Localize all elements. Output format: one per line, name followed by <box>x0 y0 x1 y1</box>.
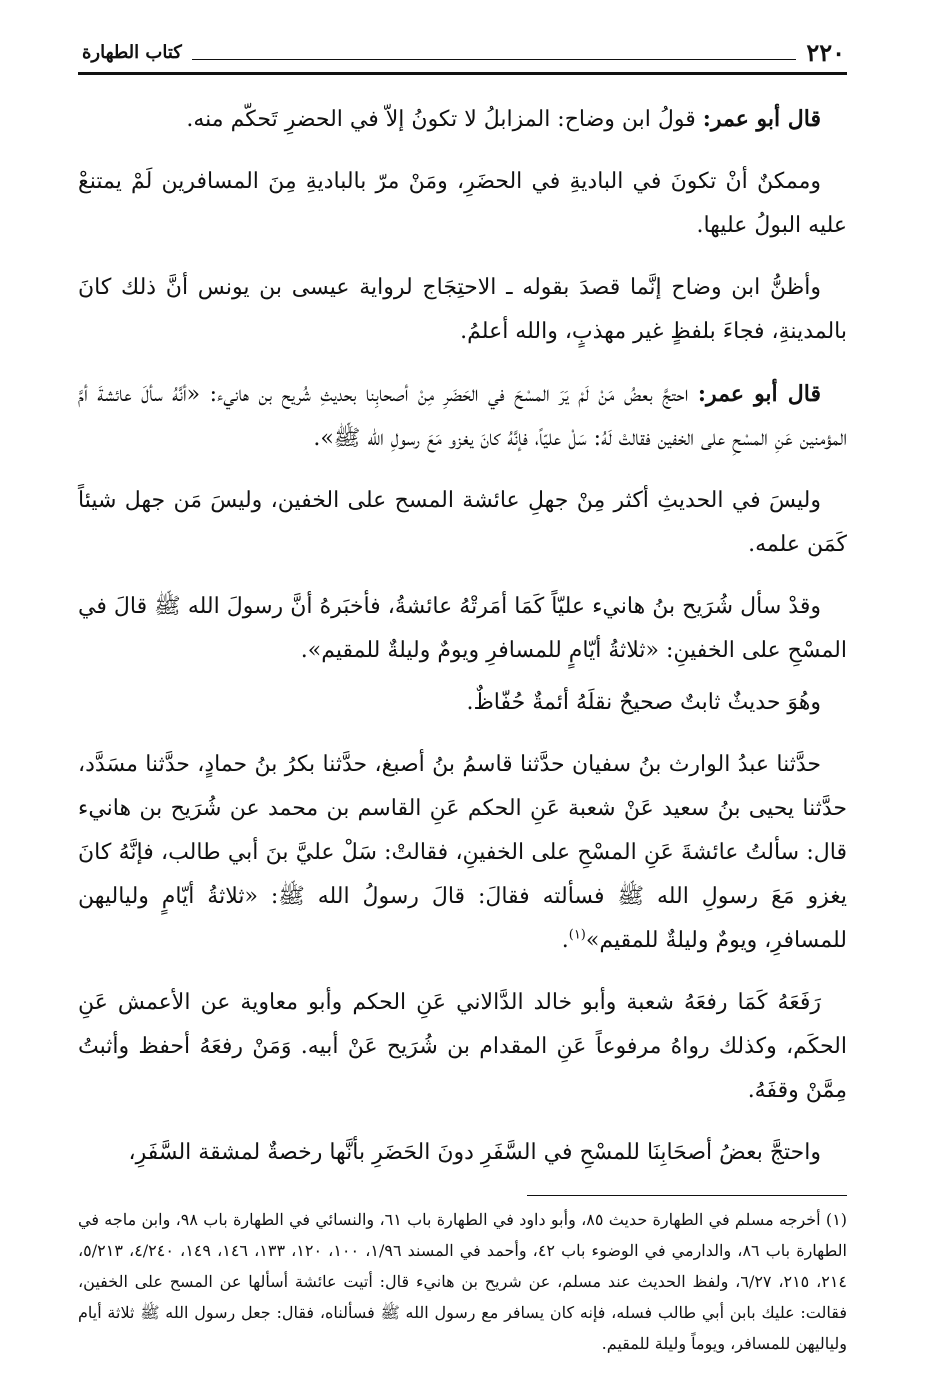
page-body <box>78 97 847 1175</box>
paragraph <box>78 981 847 1113</box>
page-header <box>78 38 847 75</box>
paragraph <box>78 585 847 673</box>
paragraph-text: قولُ ابن وضاح: المزابلُ لا تكونُ إلاّ في الحضرِ تَحكّم منه. <box>186 107 703 132</box>
paragraph-text: حدَّثنا عبدُ الوارث بنُ سفيان حدَّثنا قاسمُ بنُ أصبغ، حدَّثنا بكرُ بنُ حمادٍ، حدَّثنا مسَدَّد، حدَّثنا يحيى بنُ سعيد عَنْ شعبة عَنِ الحكم عَنِ القاسم بن محمد عن شُرَيح بن هانيء قال: سألتُ عائشةَ عَنِ المسْحِ على الخفينِ، فقالتْ: سَلْ عليَّ بنَ أبي طالب، فإنَّهُ كانَ يغزو مَعَ رسولِ الله ﷺ فسألته فقالَ: قالَ رسولُ الله ﷺ: «ثلاثةُ أيّامٍ ولياليهن للمسافرِ، ويومٌ وليلةٌ للمقيم» <box>78 752 847 953</box>
footnote-ref: (١) <box>568 927 586 943</box>
book-title: كتاب الطهارة <box>82 42 182 63</box>
page-number: ٢٢٠ <box>806 38 845 67</box>
paragraph <box>78 681 847 725</box>
paragraph <box>78 479 847 567</box>
speaker-label: قال أبو عمر: <box>697 381 821 407</box>
footnotes <box>78 1195 847 1359</box>
paragraph-text: وأظنُّ ابن وضاح إنَّما قصدَ بقوله ـ الاحتِجَاج لرواية عيسى بن يونس أنَّ ذلك كانَ بالمدينةِ، فجاءَ بلفظٍ غير مهذبٍ، والله أعلمُ. <box>78 275 847 344</box>
paragraph <box>78 160 847 248</box>
header-rule <box>192 59 796 60</box>
footnote: (١) أخرجه مسلم في الطهارة حديث ٨٥، وأبو داود في الطهارة باب ٦١، والنسائي في الطهارة باب ٩٨، وابن ماجه في الطهارة باب ٨٦، والدارمي في الوضوء باب ٤٢، وأحمد في المسند ١/٩٦، ١٠٠، ١٢٠، ١٣٣، ١٤٦، ١٤٩، ٤/٢٤٠، ٥/٢١٣، ٢١٤، ٢١٥، ٦/٢٧، ولفظ الحديث عند مسلم، عن شريح بن هانيء قال: أتيت عائشة أسألها عن المسح على الخفين، فقالت: عليك بابن أبي طالب فسله، فإنه كان يسافر مع رسول الله ﷺ فسألناه، فقال: جعل رسول الله ﷺ ثلاثة أيام ولياليهن للمسافر، ويوماً وليلة للمقيم. <box>78 1210 848 1353</box>
paragraph <box>78 372 847 461</box>
paragraph-text: واحتجَّ بعضُ أصحَابِنَا للمسْحِ في السَّفَرِ دونَ الحَضَرِ بأنَّها رخصةٌ لمشقة السَّفَرِ، <box>128 1140 821 1165</box>
paragraph-text: وقدْ سأل شُرَيح بنُ هانيء عليّاً كَمَا أمَرتْهُ عائشةُ، فأخبَرهُ أنَّ رسولَ الله ﷺ قالَ في المسْحِ على الخفينِ: «ثلاثةُ أيّامٍ للمسافرِ ويومٌ وليلةٌ للمقيم». <box>78 594 847 663</box>
paragraph-text: وليسَ في الحديثِ أكثر مِنْ جهلِ عائشة المسح على الخفين، وليسَ مَن جهل شيئاً كَمَن علمه. <box>78 488 847 557</box>
paragraph <box>78 97 847 142</box>
paragraph-end: . <box>561 928 569 953</box>
speaker-label: قال أبو عمر: <box>702 106 821 132</box>
paragraph <box>78 1131 847 1175</box>
paragraph-text: وهُوَ حديثٌ ثابتٌ صحيحٌ نقلَهُ أئمةٌ حُفّاظٌ. <box>466 690 821 715</box>
paragraph-text: رَفَعَهُ كَمَا رفعَهُ شعبة وأبو خالد الدَّالاني عَنِ الحكم وأبو معاوية عن الأعمش عَنِ الحكَم، وكذلك رواهُ مرفوعاً عَنِ المقدام بن شُرَيح عَنْ أبيه. وَمَنْ رفعَهُ أحفظ وأثبتُ مِمَّنْ وقفَهُ. <box>78 990 847 1103</box>
paragraph <box>78 743 847 963</box>
paragraph <box>78 266 847 354</box>
footnote-rule <box>527 1195 847 1196</box>
paragraph-text: احتجَّ بعضُ مَنْ لَمْ يَرَ المسْحَ في الحَضَرِ مِنْ أصحابِنا بحديثِ شُريح بن هانيء: «أنَّهُ سألَ عائشةَ أمَّ المؤمنين عَنِ المسْحِ على الخفين فقالتْ لَهُ: سَلْ عليّاً، فإنَّهُ كانَ يغزو مَعَ رسولِ الله ﷺ». <box>78 382 847 451</box>
paragraph-text: وممكنٌ أنْ تكونَ في الباديةِ في الحضَرِ، ومَنْ مرّ بالباديةِ مِنَ المسافرين لَمْ يمتنعْ عليه البولُ عليها. <box>78 169 847 238</box>
